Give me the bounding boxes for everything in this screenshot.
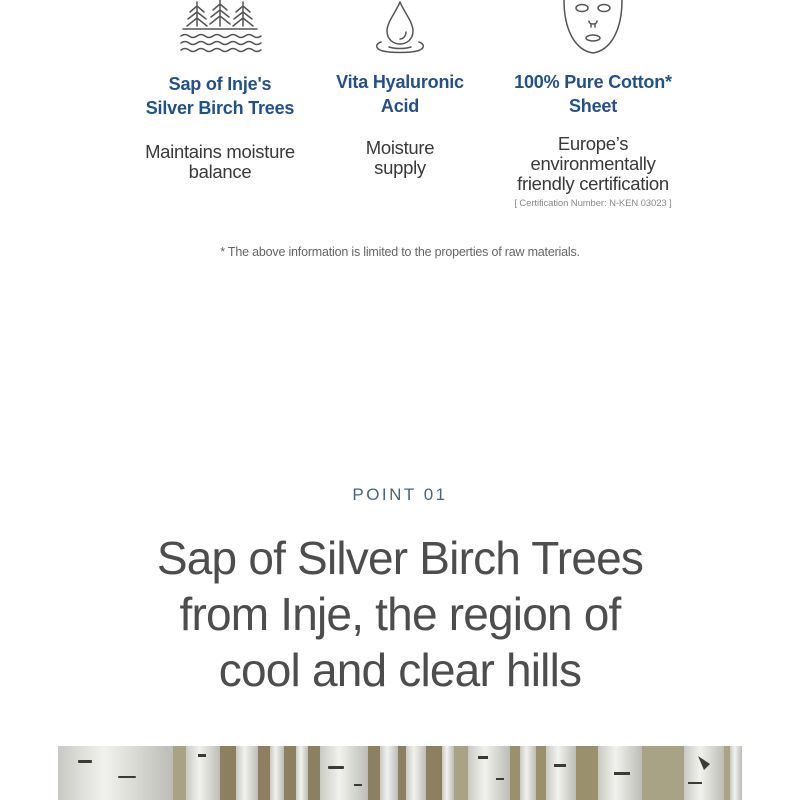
feature-description-line: friendly certification bbox=[517, 173, 669, 194]
feature-description-line: environmentally bbox=[530, 153, 656, 174]
feature-description-line: Europe’s bbox=[557, 133, 629, 154]
feature-title-line: Sheet bbox=[568, 96, 618, 116]
feature-description bbox=[483, 134, 703, 194]
water-drop-icon bbox=[365, 0, 435, 56]
feature-description-line: balance bbox=[188, 161, 252, 182]
feature-description-line: Moisture bbox=[365, 137, 435, 158]
feature-birch-sap bbox=[120, 0, 320, 182]
point-headline bbox=[0, 530, 800, 698]
feature-title bbox=[483, 70, 703, 118]
birch-forest-illustration bbox=[58, 746, 742, 800]
headline-line: Sap of Silver Birch Trees bbox=[156, 532, 644, 584]
feature-description bbox=[300, 138, 500, 178]
headline-line: cool and clear hills bbox=[218, 644, 582, 696]
disclaimer-text: * The above information is limited to the properties of raw materials. bbox=[220, 245, 580, 259]
birch-forest-photo bbox=[58, 746, 742, 800]
feature-section bbox=[0, 0, 800, 215]
feature-title-line: 100% Pure Cotton* bbox=[514, 72, 672, 92]
headline-line: from Inje, the region of bbox=[179, 588, 621, 640]
feature-description-line: supply bbox=[374, 157, 426, 178]
feature-title bbox=[120, 72, 320, 120]
feature-cotton-sheet bbox=[483, 0, 703, 209]
feature-hyaluronic-acid bbox=[300, 0, 500, 178]
face-mask-icon bbox=[558, 0, 628, 56]
feature-title bbox=[300, 70, 500, 118]
forest-water-icon bbox=[175, 0, 265, 56]
feature-title-line: Sap of Inje's bbox=[168, 74, 272, 94]
point-label: POINT 01 bbox=[352, 485, 448, 504]
feature-title-line: Vita Hyaluronic bbox=[336, 72, 464, 92]
certification-number: [ Certification Number: N-KEN 03023 ] bbox=[514, 198, 672, 209]
feature-description bbox=[120, 142, 320, 182]
feature-description-line: Maintains moisture bbox=[145, 141, 295, 162]
feature-title-line: Acid bbox=[380, 96, 420, 116]
feature-title-line: Silver Birch Trees bbox=[145, 98, 295, 118]
